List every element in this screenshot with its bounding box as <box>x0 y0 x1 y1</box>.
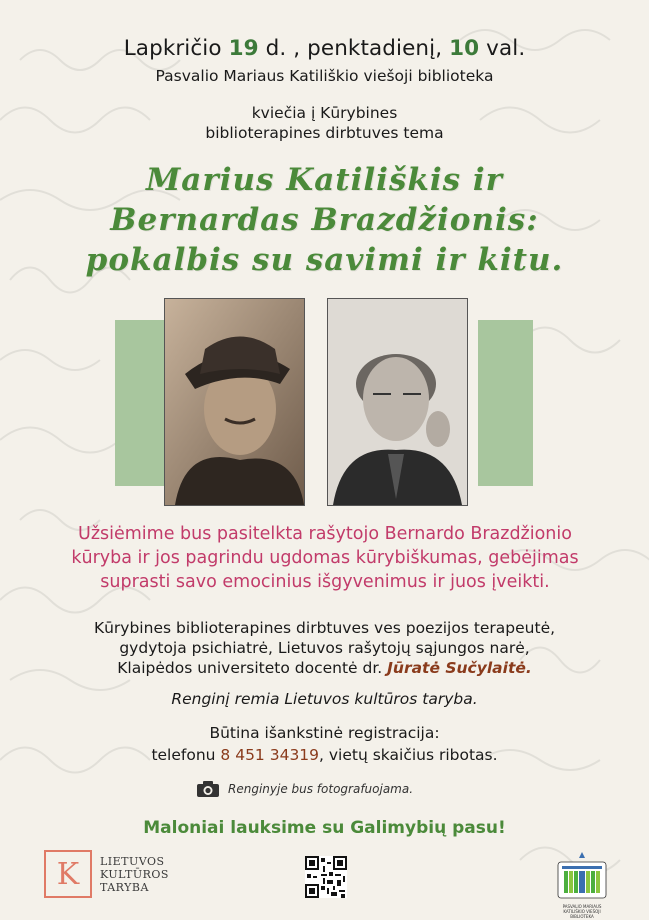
sponsor-note: Renginį remia Lietuvos kultūros taryba. <box>171 690 478 708</box>
ltk-logo-text <box>100 855 169 894</box>
description-line: kūryba ir jos pagrindu ugdomas kūrybiškumas, gebėjimas <box>71 548 579 568</box>
facilitator-line <box>0 658 649 678</box>
photography-text: Renginyje bus fotografuojama. <box>228 782 414 796</box>
portrait-katiliskis <box>164 298 305 506</box>
library-logo-caption: PASVALIO MARIAUS KATILIŠKIO VIEŠOJI BIBLIOTEKA <box>562 904 602 919</box>
facilitator-line: gydytoja psichiatrė, Lietuvos rašytojų sąjungos narė, <box>119 639 530 657</box>
qr-code[interactable] <box>305 856 347 898</box>
facilitator-name: Jūratė Sučylaitė. <box>387 659 532 677</box>
event-title <box>0 160 649 280</box>
facilitator-title: Klaipėdos universiteto docentė dr. <box>117 659 383 677</box>
registration-phone-line <box>0 744 649 766</box>
phone-prefix: telefonu <box>151 746 216 764</box>
date-day: 19 <box>228 36 259 61</box>
library-logo-mark <box>556 848 608 900</box>
ltk-logo <box>44 850 169 898</box>
camera-icon <box>196 780 220 798</box>
registration-required: Būtina išankstinė registracija: <box>209 724 440 742</box>
phone-number[interactable]: 8 451 34319 <box>220 746 320 764</box>
event-description <box>70 522 580 594</box>
ltk-line: LIETUVOS <box>100 854 165 868</box>
title-line: pokalbis su savimi ir kitu. <box>85 242 564 278</box>
organizer: Pasvalio Mariaus Katiliškio viešoji biblioteka <box>155 67 494 85</box>
green-band-left <box>115 320 170 486</box>
date-weekday: d. , penktadienį, <box>265 36 443 61</box>
green-band-right <box>478 320 533 486</box>
facilitator-info <box>0 618 649 678</box>
title-line: Marius Katiliškis ir <box>145 162 504 198</box>
time-suffix: val. <box>486 36 526 61</box>
description-line: Užsiėmime bus pasitelkta rašytojo Bernardo Brazdžionio <box>78 524 572 544</box>
title-line: Bernardas Brazdžionis: <box>110 202 539 238</box>
photography-notice <box>196 780 413 798</box>
library-logo <box>556 848 608 919</box>
invite-line: kviečia į Kūrybines <box>251 104 398 122</box>
invite-line: biblioterapines dirbtuves tema <box>205 124 444 142</box>
event-hour: 10 <box>449 36 480 61</box>
event-date-time <box>0 36 649 61</box>
phone-suffix: , vietų skaičius ribotas. <box>319 746 498 764</box>
portrait-brazdzionis <box>327 298 468 506</box>
facilitator-line: Kūrybines biblioterapines dirbtuves ves poezijos terapeutė, <box>93 619 556 637</box>
invitation-text <box>0 103 649 143</box>
registration-info <box>0 722 649 766</box>
date-month: Lapkričio <box>123 36 222 61</box>
welcome-message: Maloniai lauksime su Galimybių pasu! <box>143 818 506 838</box>
ltk-logo-mark: K <box>44 850 92 898</box>
description-line: suprasti savo emocinius išgyvenimus ir juos įveikti. <box>100 572 550 592</box>
ltk-line: TARYBA <box>100 880 149 894</box>
ltk-line: KULTŪROS <box>100 867 169 881</box>
